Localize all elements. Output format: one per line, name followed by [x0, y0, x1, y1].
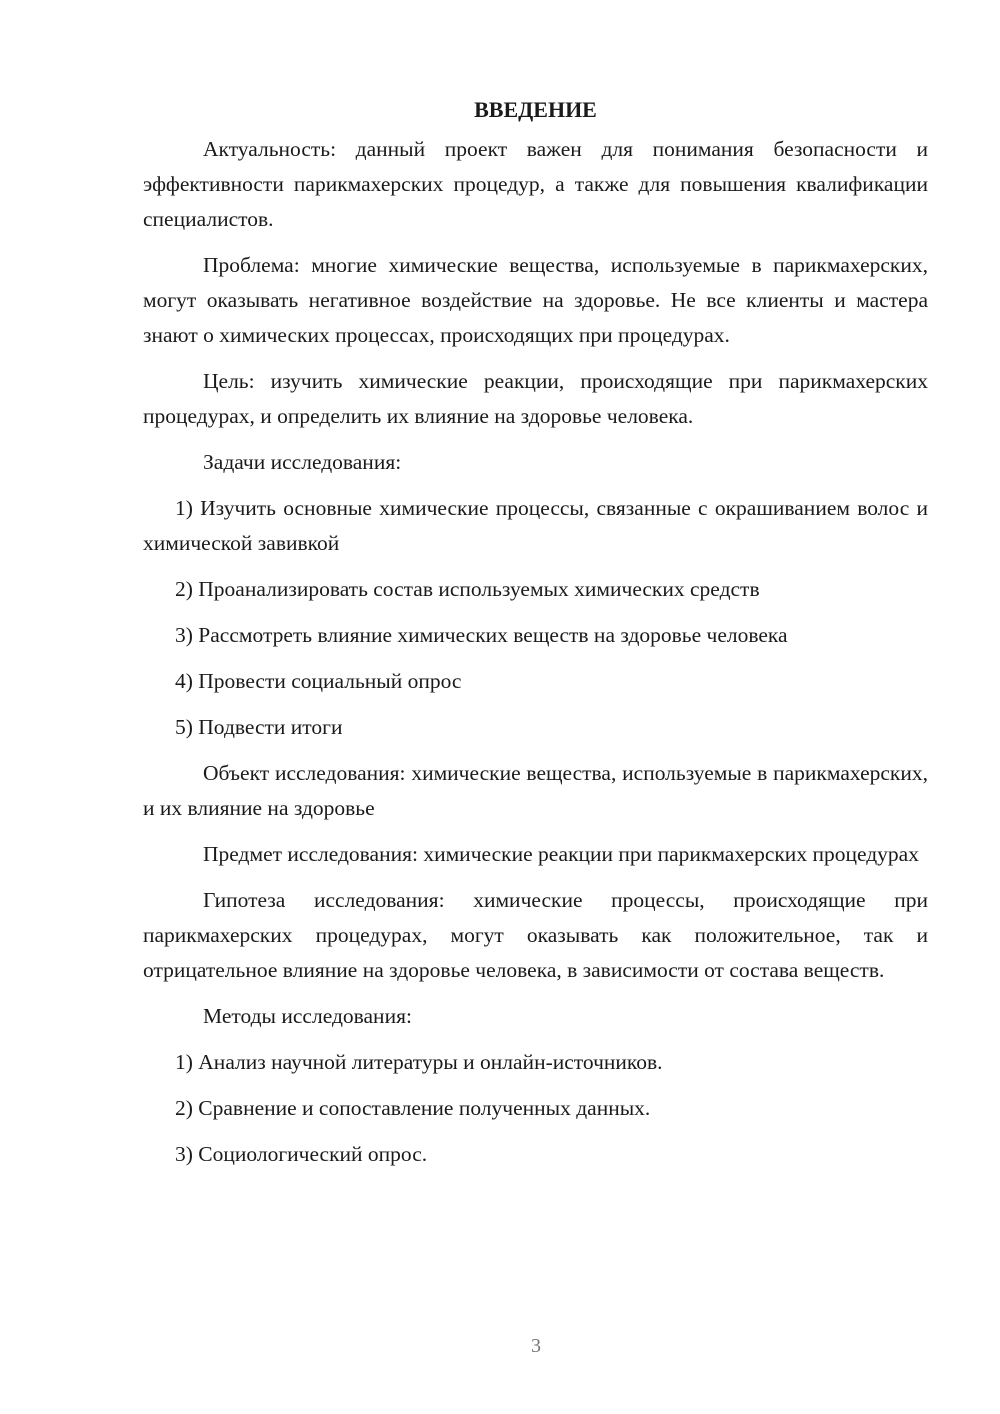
method-item: 2) Сравнение и сопоставление полученных данных. — [175, 1096, 651, 1120]
problem-paragraph: Проблема: многие химические вещества, используемые в парикмахерских, могут оказывать негативное воздействие на здоровье. Не все клиенты и мастера знают о химических процессах, происходящих при процедурах. — [143, 253, 928, 347]
hypothesis-paragraph: Гипотеза исследования: химические процессы, происходящие при парикмахерских процедурах, могут оказывать как положительное, так и отрицательное влияние на здоровье человека, в зависимости от состава веществ. — [143, 888, 928, 982]
document-page — [143, 88, 928, 1183]
page-number: 3 — [531, 1335, 541, 1357]
task-item: 2) Проанализировать состав используемых химических средств — [175, 577, 760, 601]
task-item: 4) Провести социальный опрос — [175, 669, 462, 693]
document-title: ВВЕДЕНИЕ — [474, 97, 597, 122]
object-paragraph: Объект исследования: химические вещества, используемые в парикмахерских, и их влияние на здоровье — [143, 761, 928, 820]
task-item: 1) Изучить основные химические процессы, связанные с окрашиванием волос и химической завивкой — [143, 496, 928, 555]
relevance-paragraph: Актуальность: данный проект важен для понимания безопасности и эффективности парикмахерских процедур, а также для повышения квалификации специалистов. — [143, 137, 928, 231]
tasks-label: Задачи исследования: — [203, 450, 402, 474]
method-item: 3) Социологический опрос. — [175, 1142, 428, 1166]
method-item: 1) Анализ научной литературы и онлайн-источников. — [175, 1050, 663, 1074]
methods-label: Методы исследования: — [203, 1004, 412, 1028]
task-item: 3) Рассмотреть влияние химических веществ на здоровье человека — [175, 623, 788, 647]
task-item: 5) Подвести итоги — [175, 715, 343, 739]
goal-paragraph: Цель: изучить химические реакции, происходящие при парикмахерских процедурах, и определить их влияние на здоровье человека. — [143, 369, 928, 428]
subject-paragraph: Предмет исследования: химические реакции при парикмахерских процедурах — [203, 842, 919, 866]
tasks-list — [143, 491, 928, 745]
methods-list — [143, 1045, 928, 1172]
